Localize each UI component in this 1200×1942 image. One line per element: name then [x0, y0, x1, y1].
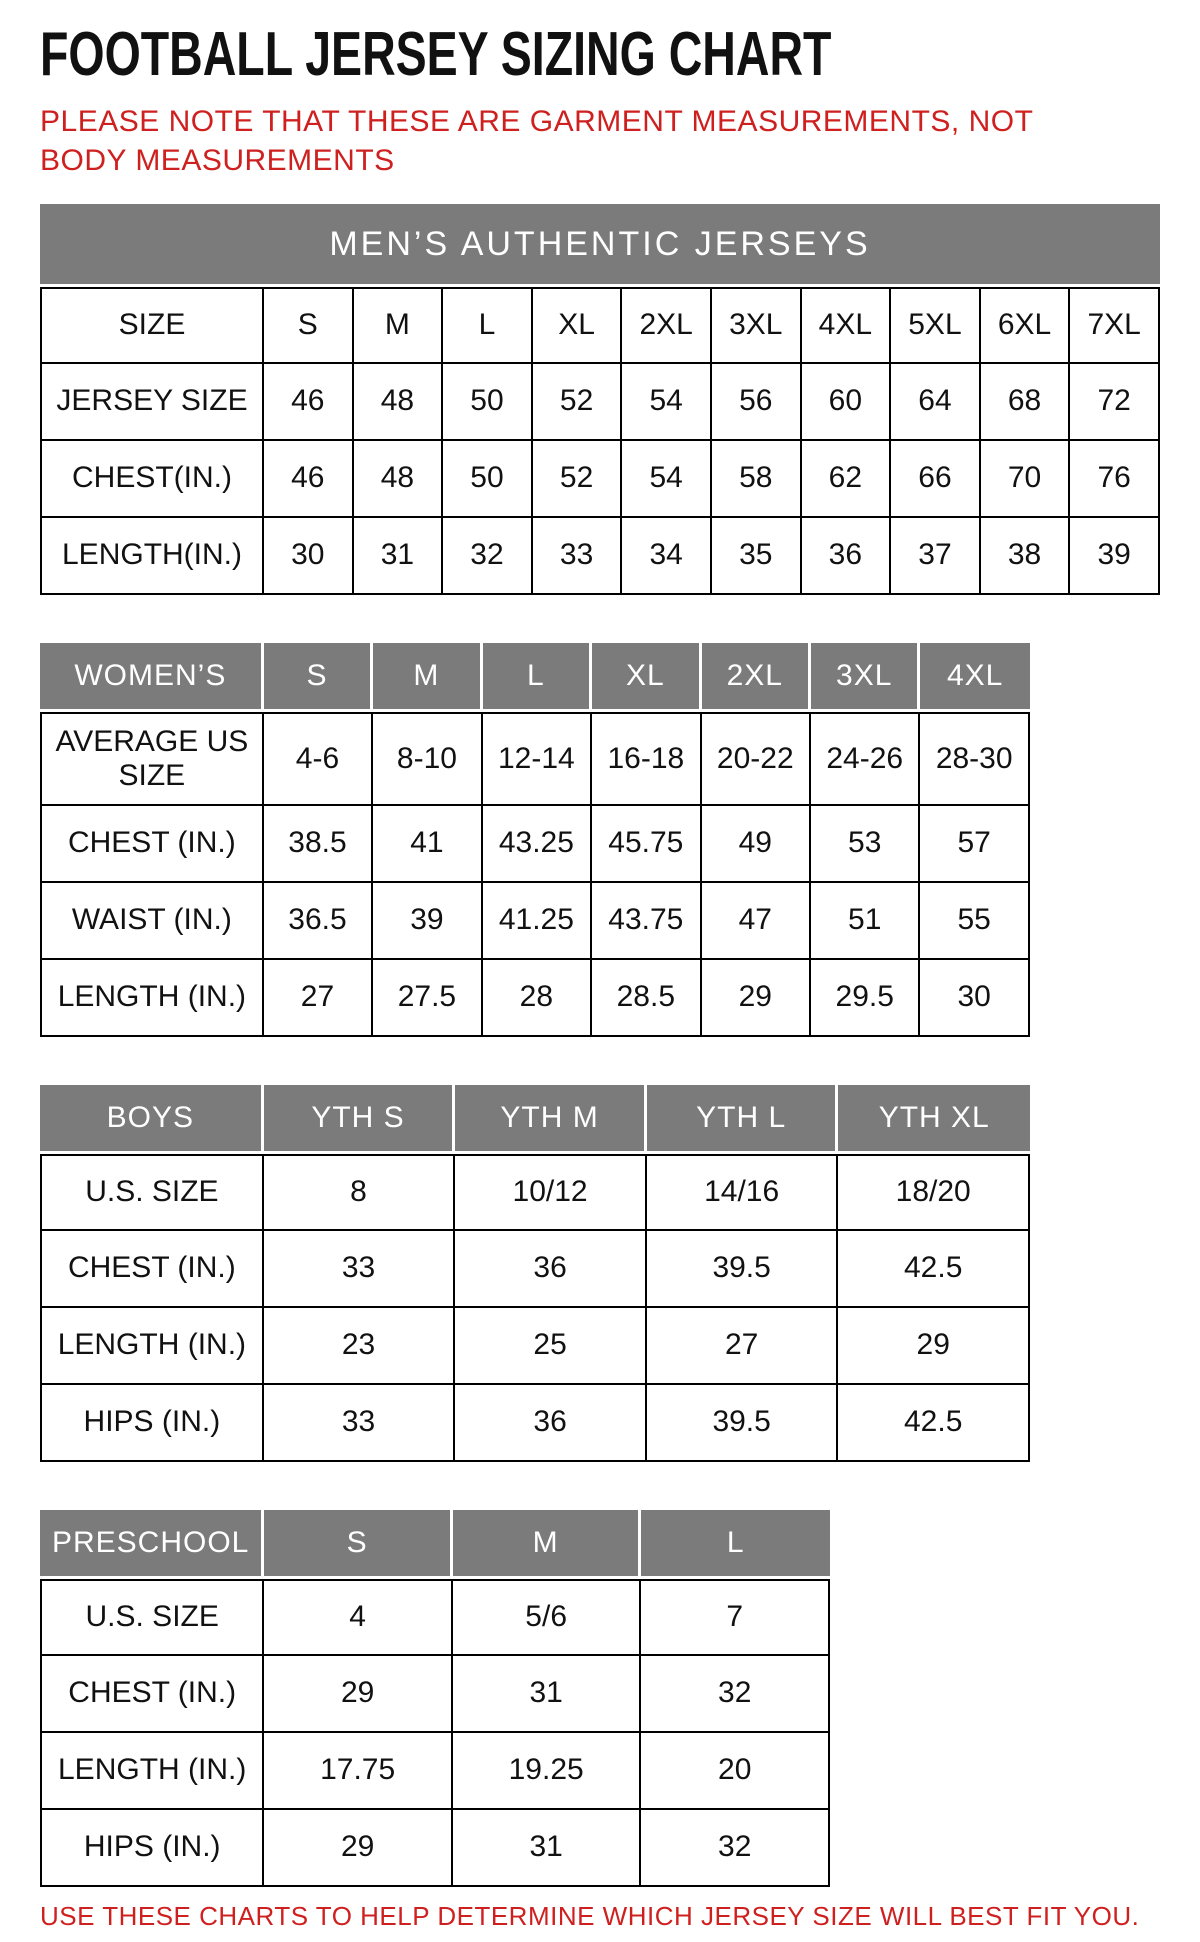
value-cell: 27	[647, 1308, 839, 1385]
row-label-cell: CHEST (IN.)	[40, 806, 264, 883]
value-cell: 20	[641, 1733, 830, 1810]
value-cell: 29	[264, 1810, 453, 1887]
row-label-cell: AVERAGE US SIZE	[40, 712, 264, 806]
value-cell: 3XL	[712, 287, 802, 364]
value-cell: 8	[264, 1154, 456, 1231]
size-column-header: S	[264, 643, 373, 709]
row-label-cell: SIZE	[40, 287, 264, 364]
value-cell: 6XL	[981, 287, 1071, 364]
value-cell: 29	[264, 1656, 453, 1733]
value-cell: 28	[483, 960, 592, 1037]
table-row	[40, 1231, 1030, 1308]
row-label-cell: CHEST (IN.)	[40, 1231, 264, 1308]
value-cell: 39.5	[647, 1231, 839, 1308]
value-cell: 16-18	[592, 712, 701, 806]
value-cell: 32	[641, 1810, 830, 1887]
value-cell: 14/16	[647, 1154, 839, 1231]
table-row	[40, 1810, 830, 1887]
value-cell: 48	[354, 441, 444, 518]
table-header-label: PRESCHOOL	[40, 1510, 264, 1576]
value-cell: 45.75	[592, 806, 701, 883]
value-cell: 33	[264, 1231, 456, 1308]
size-column-header: YTH M	[455, 1085, 647, 1151]
value-cell: S	[264, 287, 354, 364]
value-cell: 17.75	[264, 1733, 453, 1810]
value-cell: 36	[455, 1231, 647, 1308]
mens-table-body	[40, 287, 1160, 595]
fit-guidance-note: USE THESE CHARTS TO HELP DETERMINE WHICH JERSEY SIZE WILL BEST FIT YOU.	[40, 1901, 1140, 1931]
preschool-table-header-row	[40, 1510, 830, 1576]
value-cell: 72	[1070, 364, 1160, 441]
value-cell: 62	[802, 441, 892, 518]
value-cell: 52	[533, 364, 623, 441]
value-cell: 18/20	[838, 1154, 1030, 1231]
value-cell: 24-26	[811, 712, 920, 806]
value-cell: 10/12	[455, 1154, 647, 1231]
value-cell: 31	[453, 1810, 642, 1887]
value-cell: XL	[533, 287, 623, 364]
value-cell: 30	[264, 518, 354, 595]
value-cell: 33	[264, 1385, 456, 1462]
table-row	[40, 712, 1030, 806]
value-cell: 49	[702, 806, 811, 883]
row-label-cell: LENGTH(IN.)	[40, 518, 264, 595]
table-row	[40, 1154, 1030, 1231]
womens-sizing-table	[40, 643, 1030, 1037]
row-label-cell: LENGTH (IN.)	[40, 1733, 264, 1810]
value-cell: 50	[443, 364, 533, 441]
value-cell: 39	[373, 883, 482, 960]
value-cell: 31	[453, 1656, 642, 1733]
value-cell: 42.5	[838, 1385, 1030, 1462]
value-cell: 12-14	[483, 712, 592, 806]
value-cell: 8-10	[373, 712, 482, 806]
table-row	[40, 1733, 830, 1810]
value-cell: 68	[981, 364, 1071, 441]
garment-measurements-note: PLEASE NOTE THAT THESE ARE GARMENT MEASUREMENTS, NOT BODY MEASUREMENTS	[40, 105, 1033, 177]
size-column-header: YTH S	[264, 1085, 456, 1151]
size-column-header: XL	[592, 643, 701, 709]
value-cell: 41.25	[483, 883, 592, 960]
value-cell: 66	[891, 441, 981, 518]
value-cell: 47	[702, 883, 811, 960]
value-cell: 54	[622, 364, 712, 441]
value-cell: 31	[354, 518, 444, 595]
size-column-header: 3XL	[811, 643, 920, 709]
value-cell: 38.5	[264, 806, 373, 883]
value-cell: 58	[712, 441, 802, 518]
table-row	[40, 1385, 1030, 1462]
table-row	[40, 1656, 830, 1733]
value-cell: 28-30	[920, 712, 1029, 806]
row-label-cell: WAIST (IN.)	[40, 883, 264, 960]
value-cell: 5XL	[891, 287, 981, 364]
value-cell: 39	[1070, 518, 1160, 595]
size-column-header: M	[453, 1510, 642, 1576]
value-cell: 50	[443, 441, 533, 518]
value-cell: 4XL	[802, 287, 892, 364]
value-cell: 76	[1070, 441, 1160, 518]
womens-table-header-row	[40, 643, 1030, 709]
table-row	[40, 960, 1030, 1037]
size-column-header: S	[264, 1510, 453, 1576]
value-cell: 7	[641, 1579, 830, 1656]
preschool-table-body	[40, 1579, 830, 1887]
size-column-header: M	[373, 643, 482, 709]
value-cell: 28.5	[592, 960, 701, 1037]
value-cell: 29	[838, 1308, 1030, 1385]
row-label-cell: JERSEY SIZE	[40, 364, 264, 441]
size-column-header: YTH XL	[838, 1085, 1030, 1151]
table-row	[40, 364, 1160, 441]
value-cell: 54	[622, 441, 712, 518]
table-row	[40, 1308, 1030, 1385]
value-cell: 32	[443, 518, 533, 595]
value-cell: 36	[802, 518, 892, 595]
value-cell: 20-22	[702, 712, 811, 806]
row-label-cell: HIPS (IN.)	[40, 1810, 264, 1887]
row-label-cell: CHEST(IN.)	[40, 441, 264, 518]
womens-table-body	[40, 712, 1030, 1037]
value-cell: 60	[802, 364, 892, 441]
table-row	[40, 883, 1030, 960]
row-label-cell: HIPS (IN.)	[40, 1385, 264, 1462]
table-row	[40, 1579, 830, 1656]
value-cell: 38	[981, 518, 1071, 595]
preschool-sizing-table	[40, 1510, 830, 1887]
value-cell: 46	[264, 441, 354, 518]
value-cell: M	[354, 287, 444, 364]
value-cell: 57	[920, 806, 1029, 883]
value-cell: 41	[373, 806, 482, 883]
value-cell: 27.5	[373, 960, 482, 1037]
value-cell: 48	[354, 364, 444, 441]
value-cell: 53	[811, 806, 920, 883]
value-cell: 29	[702, 960, 811, 1037]
page-title: FOOTBALL JERSEY SIZING CHART	[40, 20, 832, 89]
value-cell: L	[443, 287, 533, 364]
size-column-header: L	[483, 643, 592, 709]
value-cell: 5/6	[453, 1579, 642, 1656]
table-row	[40, 441, 1160, 518]
value-cell: 70	[981, 441, 1071, 518]
row-label-cell: LENGTH (IN.)	[40, 1308, 264, 1385]
value-cell: 29.5	[811, 960, 920, 1037]
value-cell: 36	[455, 1385, 647, 1462]
boys-table-body	[40, 1154, 1030, 1462]
row-label-cell: U.S. SIZE	[40, 1154, 264, 1231]
size-column-header: 4XL	[920, 643, 1029, 709]
value-cell: 55	[920, 883, 1029, 960]
mens-sizing-table	[40, 204, 1160, 595]
row-label-cell: LENGTH (IN.)	[40, 960, 264, 1037]
size-column-header: L	[641, 1510, 830, 1576]
value-cell: 33	[533, 518, 623, 595]
table-row	[40, 518, 1160, 595]
value-cell: 25	[455, 1308, 647, 1385]
value-cell: 27	[264, 960, 373, 1037]
mens-table-title: MEN’S AUTHENTIC JERSEYS	[40, 204, 1160, 284]
size-column-header: 2XL	[702, 643, 811, 709]
value-cell: 42.5	[838, 1231, 1030, 1308]
value-cell: 2XL	[622, 287, 712, 364]
value-cell: 4-6	[264, 712, 373, 806]
row-label-cell: CHEST (IN.)	[40, 1656, 264, 1733]
table-row	[40, 806, 1030, 883]
value-cell: 43.75	[592, 883, 701, 960]
value-cell: 35	[712, 518, 802, 595]
value-cell: 64	[891, 364, 981, 441]
value-cell: 46	[264, 364, 354, 441]
table-header-label: WOMEN’S	[40, 643, 264, 709]
value-cell: 39.5	[647, 1385, 839, 1462]
value-cell: 36.5	[264, 883, 373, 960]
boys-table-header-row	[40, 1085, 1030, 1151]
value-cell: 37	[891, 518, 981, 595]
value-cell: 19.25	[453, 1733, 642, 1810]
size-column-header: YTH L	[647, 1085, 839, 1151]
row-label-cell: U.S. SIZE	[40, 1579, 264, 1656]
value-cell: 52	[533, 441, 623, 518]
value-cell: 43.25	[483, 806, 592, 883]
value-cell: 32	[641, 1656, 830, 1733]
value-cell: 4	[264, 1579, 453, 1656]
value-cell: 34	[622, 518, 712, 595]
value-cell: 30	[920, 960, 1029, 1037]
boys-sizing-table	[40, 1085, 1030, 1462]
table-header-label: BOYS	[40, 1085, 264, 1151]
value-cell: 51	[811, 883, 920, 960]
table-row	[40, 287, 1160, 364]
value-cell: 23	[264, 1308, 456, 1385]
value-cell: 7XL	[1070, 287, 1160, 364]
value-cell: 56	[712, 364, 802, 441]
